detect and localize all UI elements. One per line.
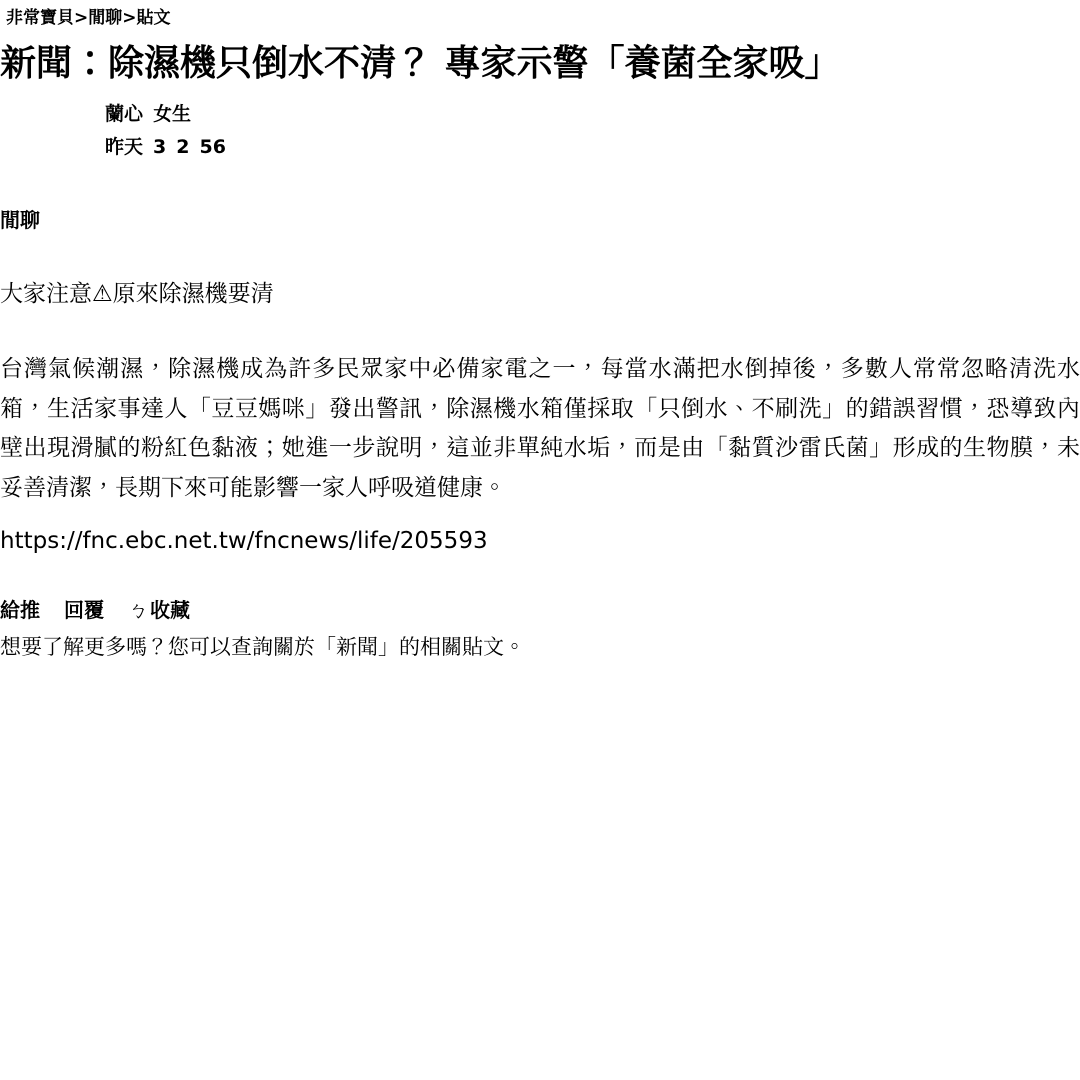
post-content	[0, 201, 1080, 565]
timestamp-hour: 3	[153, 136, 167, 159]
post-meta	[0, 98, 1080, 165]
more-icon[interactable]	[1056, 117, 1068, 137]
reply-button[interactable]: 回覆	[64, 598, 104, 623]
like-button[interactable]: 給推	[0, 598, 40, 623]
post-lead: 大家注意⚠原來除濕機要清	[0, 280, 274, 307]
breadcrumb	[0, 0, 1080, 27]
post-action-icons	[1032, 114, 1068, 139]
timestamp-second: 56	[199, 136, 226, 159]
source-link[interactable]: https://fnc.ebc.net.tw/fncnews/life/205593	[0, 528, 488, 555]
timestamp-minute: 2	[176, 136, 190, 159]
author-gender: 女生	[153, 103, 192, 125]
bookmark-icon[interactable]	[1044, 117, 1056, 137]
share-icon[interactable]	[1032, 117, 1044, 137]
timestamp-day: 昨天	[105, 136, 144, 159]
breadcrumb-separator-2: >	[122, 8, 137, 28]
timestamp-row	[105, 131, 1080, 164]
breadcrumb-item-board[interactable]: 非常寶貝	[6, 8, 74, 28]
post-actions	[0, 598, 1080, 622]
post-paragraph: 台灣氣候潮濕，除濕機成為許多民眾家中必備家電之一，每當水滿把水倒掉後，多數人常常忽略清洗水箱，生活家事達人「豆豆媽咪」發出警訊，除濕機水箱僅採取「只倒水、不刷洗」的錯誤習慣，恐導致內壁出現滑膩的粉紅色黏液；她進一步說明，這並非單純水垢，而是由「黏質沙雷氏菌」形成的生物膜，未妥善清潔，長期下來可能影響一家人呼吸道健康。	[0, 356, 1080, 501]
collect-button[interactable]	[128, 598, 190, 622]
author-row	[105, 98, 1080, 131]
collect-icon: ㄅ	[128, 598, 148, 623]
breadcrumb-separator-1: >	[74, 8, 89, 28]
breadcrumb-item-category[interactable]: 閒聊	[88, 8, 123, 28]
footer-note: 想要了解更多嗎？您可以查詢關於「新聞」的相關貼文。	[0, 635, 525, 660]
board-tag[interactable]: 閒聊	[0, 207, 40, 232]
breadcrumb-item-current: 貼文	[136, 8, 171, 28]
collect-label: 收藏	[150, 598, 190, 623]
page-title: 新聞：除濕機只倒水不清？ 專家示警「養菌全家吸」	[0, 43, 841, 84]
author-name[interactable]: 蘭心	[105, 103, 144, 125]
